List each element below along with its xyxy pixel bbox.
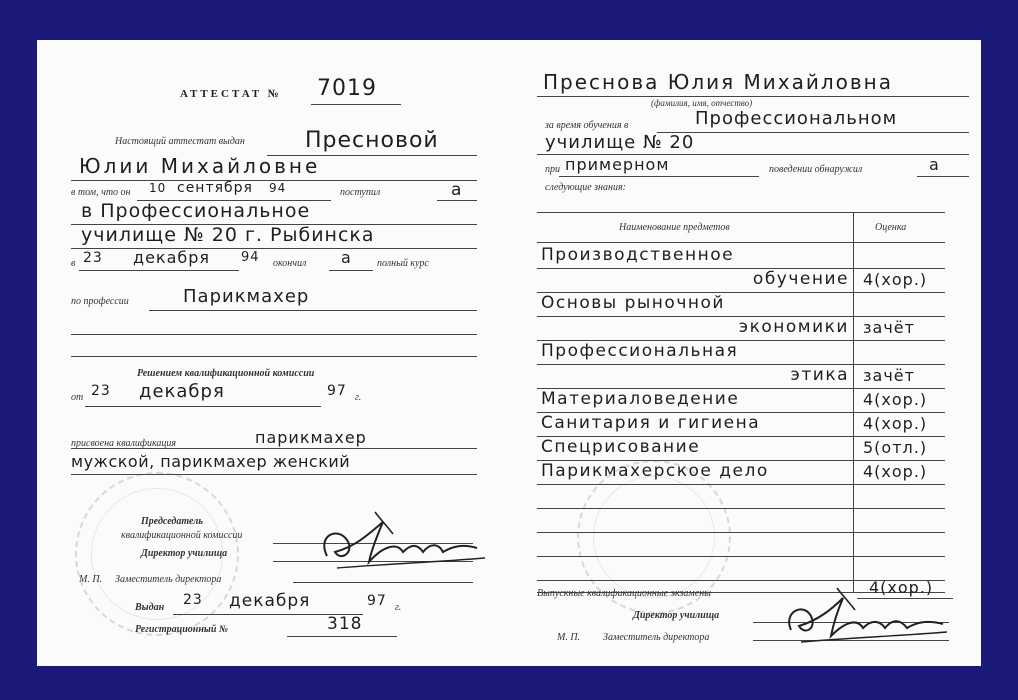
mp-label: М. П. [79,574,103,585]
subject-name: Материаловедение [541,389,740,409]
name-line: Юлии Михайловне [79,154,321,178]
full-name-caption: (фамилия, имя, отчество) [651,98,753,108]
commission-month: декабря [139,381,225,402]
line [71,248,477,249]
line [657,132,969,133]
commission-day: 23 [91,383,111,399]
line [287,636,397,637]
issued-month: декабря [229,591,311,611]
subject-grade: 4(хор.) [863,414,928,433]
profession-value: Парикмахер [183,286,310,307]
subject-name: Основы рыночной [541,293,725,313]
line [311,104,401,105]
behavior-label-a: при [545,164,560,175]
line [149,310,477,311]
training-value-1: Профессиональном [695,108,898,129]
subject-name: Производственное [541,245,735,265]
certificate-document [37,40,981,666]
entered-label-b: поступил [340,187,381,198]
commission-year: 97 [327,383,347,399]
chair-label-1: Председатель [141,516,203,527]
surname-dative: Пресновой [305,128,439,153]
profession-label: по профессии [71,296,129,307]
right-director-label: Директор училища [633,610,720,621]
commission-year-word: г. [355,392,362,403]
issued-year-word: г. [395,602,402,613]
line [537,268,945,269]
graduated-label-b: окончил [273,258,307,269]
exam-label: Выпускные квалификационные экзамены [537,588,711,599]
line [71,356,477,357]
graduated-year: 94 [241,250,260,265]
right-director-signature [777,584,957,650]
subject-grade: зачёт [863,318,915,337]
attestat-number: 7019 [317,76,377,101]
entered-label-a: в том, что он [71,187,131,198]
date-month: сентября [177,180,253,196]
issued-to-label: Настоящий аттестат выдан [115,136,245,147]
subject-grade: 4(хор.) [863,270,928,289]
chair-label-2: квалификационной комиссии [121,530,243,541]
knowledge-label: следующие знания: [545,182,626,193]
line [437,200,477,201]
column-header-subject: Наименование предметов [619,222,730,233]
qualification-label: присвоена квалификация [71,438,177,449]
school-line-1: в Профессиональное [81,200,311,222]
line [537,96,969,97]
line [71,334,477,335]
training-label: за время обучения в [545,120,629,131]
issued-year: 97 [367,593,387,609]
full-name: Преснова Юлия Михайловна [543,70,893,94]
training-value-2: училище № 20 [545,132,695,153]
exam-grade: 4(хор.) [869,578,934,597]
reg-label: Регистрационный № [135,624,229,635]
subject-name: Спецрисование [541,437,701,457]
gender-suffix: а [451,180,463,200]
table-column-divider [853,212,854,592]
subject-name: Санитария и гигиена [541,413,761,433]
line [293,582,473,583]
subject-name-continued: обучение [752,269,849,289]
reg-number: 318 [327,614,363,634]
subject-name-continued: этика [790,365,849,385]
date-day: 10 [149,181,167,195]
graduated-day: 23 [83,250,103,266]
deputy-label: Заместитель директора [115,574,222,585]
graduated-month: декабря [133,248,211,267]
year-suffix: 94 [269,181,287,195]
behavior-label-b: поведении обнаружил [769,164,863,175]
subject-grade: 4(хор.) [863,390,928,409]
graduated-suffix: а [341,248,352,267]
graduated-label-a: в [71,258,76,269]
right-deputy-label: Заместитель директора [603,632,710,643]
line [79,270,239,271]
issued-label: Выдан [135,602,165,613]
subject-grade: 5(отл.) [863,438,928,457]
line [559,176,759,177]
line [329,270,373,271]
qualification-line-1: парикмахер [255,428,367,447]
subject-grade: зачёт [863,366,915,385]
attestat-label: АТТЕСТАТ № [180,88,282,100]
director-signature [307,506,497,576]
behavior-value: примерном [565,155,670,174]
line [537,364,945,365]
subject-grade: 4(хор.) [863,462,928,481]
behavior-suffix: а [929,155,940,174]
issued-day: 23 [183,592,203,608]
commission-label: Решением квалификационной комиссии [137,368,315,379]
column-header-grade: Оценка [875,222,907,233]
qualification-line-2: мужской, парикмахер женский [71,452,351,471]
commission-from: от [71,392,84,403]
right-mp-label: М. П. [557,632,581,643]
school-line-2: училище № 20 г. Рыбинска [81,224,375,246]
table-top-border [537,212,945,213]
graduated-label-c: полный курс [377,258,429,269]
line [917,176,969,177]
subject-name: Профессиональная [541,341,739,361]
director-label: Директор училища [141,548,228,559]
subject-name: Парикмахерское дело [541,461,769,481]
line [71,448,477,449]
line [85,406,321,407]
table-header-border [537,242,945,243]
subject-name-continued: экономики [738,317,849,337]
